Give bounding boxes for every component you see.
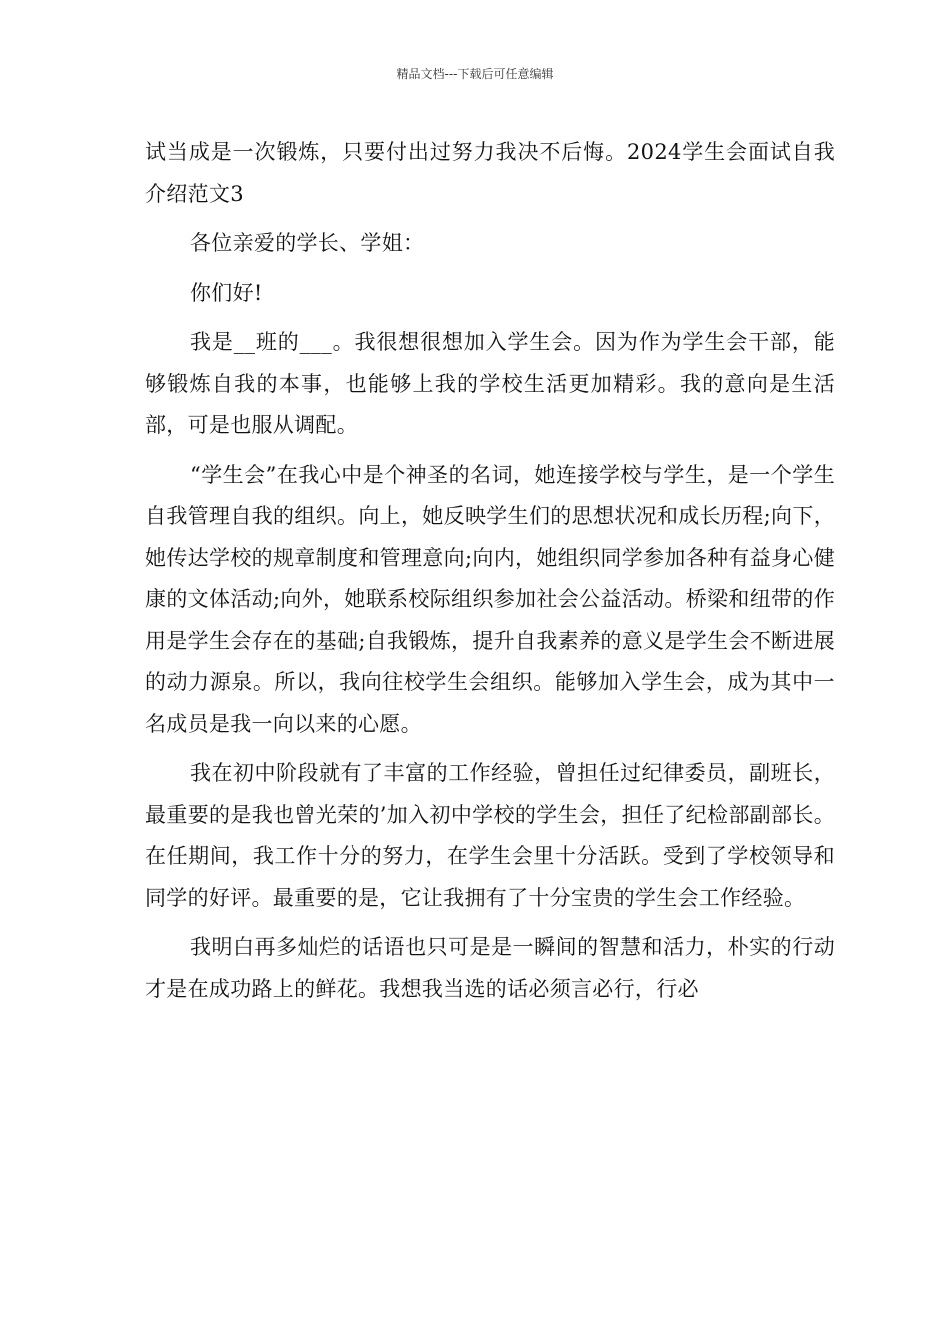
paragraph-commitment: 我明白再多灿烂的话语也只可是是一瞬间的智慧和活力，朴实的行动才是在成功路上的鲜花。我想我当选的话必须言必行，行必	[145, 935, 835, 1001]
paragraph-student-union: “学生会”在我心中是个神圣的名词，她连接学校与学生，是一个学生自我管理自我的组织。向上，她反映学生们的思想状况和成长历程;向下，她传达学校的规章制度和管理意向;向内，她组织同学参加各种有益身心健康的文体活动;向外，她联系校际组织参加社会公益活动。桥梁和纽带的作用是学生会存在的基础;自我锻炼，提升自我素养的意义是学生会不断进展的动力源泉。所以，我向往校学生会组织。能够加入学生会，成为其中一名成员是我一向以来的心愿。	[145, 462, 835, 736]
page-header: 精品文档---下载后可任意编辑	[396, 67, 554, 81]
paragraph-experience: 我在初中阶段就有了丰富的工作经验，曾担任过纪律委员，副班长，最重要的是我也曾光荣的’加入初中学校的学生会，担任了纪检部副部长。在任期间，我工作十分的努力，在学生会里十分活跃。受到了学校领导和同学的好评。最重要的是，它让我拥有了十分宝贵的学生会工作经验。	[145, 761, 835, 910]
paragraph-continuation: 试当成是一次锻炼，只要付出过努力我决不后悔。2024学生会面试自我介绍范文3	[145, 140, 835, 206]
paragraph-salutation: 各位亲爱的学长、学姐：	[190, 231, 425, 255]
document-body	[145, 132, 835, 1010]
paragraph-greeting: 你们好!	[190, 280, 263, 305]
paragraph-introduction: 我是__班的___。我很想很想加入学生会。因为作为学生会干部，能够锻炼自我的本事，也能够上我的学校生活更加精彩。我的意向是生活部，可是也服从调配。	[145, 330, 835, 437]
